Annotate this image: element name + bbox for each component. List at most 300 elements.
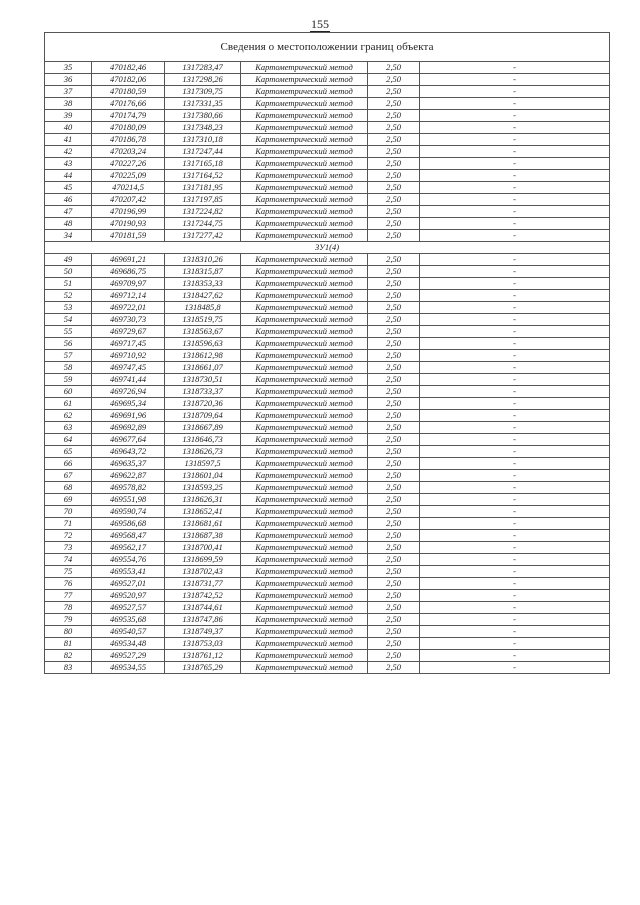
table-row	[45, 566, 610, 578]
note-cell: -	[420, 374, 610, 386]
table-row	[45, 362, 610, 374]
x-coordinate-cell: 469692,89	[92, 422, 165, 434]
accuracy-cell: 2,50	[368, 566, 420, 578]
method-cell: Картометрический метод	[241, 578, 368, 590]
accuracy-cell: 2,50	[368, 350, 420, 362]
y-coordinate-cell: 1318687,38	[165, 530, 241, 542]
y-coordinate-cell: 1318626,31	[165, 494, 241, 506]
accuracy-cell: 2,50	[368, 326, 420, 338]
table-row	[45, 110, 610, 122]
note-cell: -	[420, 206, 610, 218]
method-cell: Картометрический метод	[241, 122, 368, 134]
page-number	[0, 18, 640, 30]
accuracy-cell: 2,50	[368, 470, 420, 482]
y-coordinate-cell: 1318612,98	[165, 350, 241, 362]
y-coordinate-cell: 1317309,75	[165, 86, 241, 98]
y-coordinate-cell: 1318749,37	[165, 626, 241, 638]
point-number-cell: 69	[45, 494, 92, 506]
note-cell: -	[420, 122, 610, 134]
method-cell: Картометрический метод	[241, 518, 368, 530]
accuracy-cell: 2,50	[368, 374, 420, 386]
table-row	[45, 146, 610, 158]
y-coordinate-cell: 1318733,37	[165, 386, 241, 398]
note-cell: -	[420, 398, 610, 410]
accuracy-cell: 2,50	[368, 98, 420, 110]
method-cell: Картометрический метод	[241, 254, 368, 266]
accuracy-cell: 2,50	[368, 650, 420, 662]
table-row	[45, 422, 610, 434]
x-coordinate-cell: 469590,74	[92, 506, 165, 518]
y-coordinate-cell: 1318720,36	[165, 398, 241, 410]
method-cell: Картометрический метод	[241, 374, 368, 386]
x-coordinate-cell: 469726,94	[92, 386, 165, 398]
y-coordinate-cell: 1318646,73	[165, 434, 241, 446]
table-row	[45, 578, 610, 590]
x-coordinate-cell: 469730,73	[92, 314, 165, 326]
point-number-cell: 79	[45, 614, 92, 626]
y-coordinate-cell: 1317224,82	[165, 206, 241, 218]
table-row	[45, 434, 610, 446]
accuracy-cell: 2,50	[368, 626, 420, 638]
method-cell: Картометрический метод	[241, 566, 368, 578]
note-cell: -	[420, 338, 610, 350]
accuracy-cell: 2,50	[368, 614, 420, 626]
x-coordinate-cell: 470180,59	[92, 86, 165, 98]
note-cell: -	[420, 218, 610, 230]
accuracy-cell: 2,50	[368, 662, 420, 674]
y-coordinate-cell: 1317165,18	[165, 158, 241, 170]
note-cell: -	[420, 170, 610, 182]
table-row	[45, 182, 610, 194]
method-cell: Картометрический метод	[241, 494, 368, 506]
table-row	[45, 194, 610, 206]
x-coordinate-cell: 469540,57	[92, 626, 165, 638]
method-cell: Картометрический метод	[241, 314, 368, 326]
point-number-cell: 59	[45, 374, 92, 386]
table-row	[45, 590, 610, 602]
point-number-cell: 83	[45, 662, 92, 674]
note-cell: -	[420, 614, 610, 626]
x-coordinate-cell: 470182,06	[92, 74, 165, 86]
x-coordinate-cell: 469712,14	[92, 290, 165, 302]
point-number-cell: 62	[45, 410, 92, 422]
table-row	[45, 134, 610, 146]
x-coordinate-cell: 469741,44	[92, 374, 165, 386]
note-cell: -	[420, 62, 610, 74]
y-coordinate-cell: 1318667,89	[165, 422, 241, 434]
x-coordinate-cell: 469527,57	[92, 602, 165, 614]
x-coordinate-cell: 469534,55	[92, 662, 165, 674]
table-row	[45, 230, 610, 242]
method-cell: Картометрический метод	[241, 506, 368, 518]
note-cell: -	[420, 86, 610, 98]
note-cell: -	[420, 158, 610, 170]
y-coordinate-cell: 1317298,26	[165, 74, 241, 86]
method-cell: Картометрический метод	[241, 302, 368, 314]
method-cell: Картометрический метод	[241, 290, 368, 302]
table-row	[45, 314, 610, 326]
table-row	[45, 218, 610, 230]
note-cell: -	[420, 554, 610, 566]
y-coordinate-cell: 1318730,51	[165, 374, 241, 386]
point-number-cell: 44	[45, 170, 92, 182]
method-cell: Картометрический метод	[241, 326, 368, 338]
method-cell: Картометрический метод	[241, 182, 368, 194]
table-row	[45, 614, 610, 626]
point-number-cell: 55	[45, 326, 92, 338]
point-number-cell: 61	[45, 398, 92, 410]
x-coordinate-cell: 469534,48	[92, 638, 165, 650]
point-number-cell: 35	[45, 62, 92, 74]
note-cell: -	[420, 506, 610, 518]
accuracy-cell: 2,50	[368, 278, 420, 290]
point-number-cell: 37	[45, 86, 92, 98]
table-row	[45, 290, 610, 302]
accuracy-cell: 2,50	[368, 602, 420, 614]
method-cell: Картометрический метод	[241, 554, 368, 566]
x-coordinate-cell: 470203,24	[92, 146, 165, 158]
table-row	[45, 350, 610, 362]
x-coordinate-cell: 469729,67	[92, 326, 165, 338]
table-caption-row	[45, 33, 610, 62]
point-number-cell: 75	[45, 566, 92, 578]
accuracy-cell: 2,50	[368, 206, 420, 218]
note-cell: -	[420, 410, 610, 422]
note-cell: -	[420, 326, 610, 338]
method-cell: Картометрический метод	[241, 206, 368, 218]
point-number-cell: 39	[45, 110, 92, 122]
y-coordinate-cell: 1317348,23	[165, 122, 241, 134]
accuracy-cell: 2,50	[368, 578, 420, 590]
note-cell: -	[420, 434, 610, 446]
point-number-cell: 81	[45, 638, 92, 650]
accuracy-cell: 2,50	[368, 422, 420, 434]
section-label: ЗУ1(4)	[45, 242, 610, 254]
note-cell: -	[420, 566, 610, 578]
table-row	[45, 410, 610, 422]
x-coordinate-cell: 470225,09	[92, 170, 165, 182]
note-cell: -	[420, 278, 610, 290]
method-cell: Картометрический метод	[241, 446, 368, 458]
y-coordinate-cell: 1318681,61	[165, 518, 241, 530]
note-cell: -	[420, 578, 610, 590]
x-coordinate-cell: 469535,68	[92, 614, 165, 626]
point-number-cell: 71	[45, 518, 92, 530]
accuracy-cell: 2,50	[368, 302, 420, 314]
method-cell: Картометрический метод	[241, 278, 368, 290]
method-cell: Картометрический метод	[241, 650, 368, 662]
point-number-cell: 46	[45, 194, 92, 206]
method-cell: Картометрический метод	[241, 110, 368, 122]
x-coordinate-cell: 470214,5	[92, 182, 165, 194]
accuracy-cell: 2,50	[368, 218, 420, 230]
point-number-cell: 72	[45, 530, 92, 542]
y-coordinate-cell: 1318744,61	[165, 602, 241, 614]
method-cell: Картометрический метод	[241, 338, 368, 350]
point-number-cell: 51	[45, 278, 92, 290]
method-cell: Картометрический метод	[241, 266, 368, 278]
note-cell: -	[420, 470, 610, 482]
method-cell: Картометрический метод	[241, 194, 368, 206]
method-cell: Картометрический метод	[241, 230, 368, 242]
accuracy-cell: 2,50	[368, 542, 420, 554]
x-coordinate-cell: 469520,97	[92, 590, 165, 602]
x-coordinate-cell: 469551,98	[92, 494, 165, 506]
point-number-cell: 64	[45, 434, 92, 446]
note-cell: -	[420, 494, 610, 506]
point-number-cell: 45	[45, 182, 92, 194]
x-coordinate-cell: 469527,01	[92, 578, 165, 590]
method-cell: Картометрический метод	[241, 218, 368, 230]
boundary-table	[44, 32, 610, 674]
table-row	[45, 398, 610, 410]
accuracy-cell: 2,50	[368, 266, 420, 278]
note-cell: -	[420, 446, 610, 458]
method-cell: Картометрический метод	[241, 170, 368, 182]
accuracy-cell: 2,50	[368, 314, 420, 326]
x-coordinate-cell: 469695,34	[92, 398, 165, 410]
table-row	[45, 518, 610, 530]
note-cell: -	[420, 386, 610, 398]
accuracy-cell: 2,50	[368, 86, 420, 98]
page-number-text: 155	[311, 17, 329, 31]
y-coordinate-cell: 1318699,59	[165, 554, 241, 566]
x-coordinate-cell: 469691,21	[92, 254, 165, 266]
note-cell: -	[420, 518, 610, 530]
note-cell: -	[420, 602, 610, 614]
accuracy-cell: 2,50	[368, 110, 420, 122]
table-row	[45, 542, 610, 554]
accuracy-cell: 2,50	[368, 434, 420, 446]
x-coordinate-cell: 470207,42	[92, 194, 165, 206]
method-cell: Картометрический метод	[241, 158, 368, 170]
y-coordinate-cell: 1318626,73	[165, 446, 241, 458]
note-cell: -	[420, 482, 610, 494]
table-row	[45, 86, 610, 98]
point-number-cell: 36	[45, 74, 92, 86]
x-coordinate-cell: 469691,96	[92, 410, 165, 422]
x-coordinate-cell: 469554,76	[92, 554, 165, 566]
x-coordinate-cell: 469622,87	[92, 470, 165, 482]
y-coordinate-cell: 1318652,41	[165, 506, 241, 518]
y-coordinate-cell: 1318661,07	[165, 362, 241, 374]
table-row	[45, 302, 610, 314]
note-cell: -	[420, 590, 610, 602]
table-row	[45, 98, 610, 110]
accuracy-cell: 2,50	[368, 398, 420, 410]
y-coordinate-cell: 1318315,87	[165, 266, 241, 278]
method-cell: Картометрический метод	[241, 362, 368, 374]
note-cell: -	[420, 650, 610, 662]
y-coordinate-cell: 1317181,95	[165, 182, 241, 194]
point-number-cell: 34	[45, 230, 92, 242]
method-cell: Картометрический метод	[241, 470, 368, 482]
x-coordinate-cell: 469686,75	[92, 266, 165, 278]
table-row	[45, 74, 610, 86]
note-cell: -	[420, 350, 610, 362]
table-row	[45, 122, 610, 134]
note-cell: -	[420, 662, 610, 674]
method-cell: Картометрический метод	[241, 74, 368, 86]
y-coordinate-cell: 1318485,8	[165, 302, 241, 314]
table-row	[45, 158, 610, 170]
point-number-cell: 70	[45, 506, 92, 518]
table-row	[45, 602, 610, 614]
y-coordinate-cell: 1318731,77	[165, 578, 241, 590]
accuracy-cell: 2,50	[368, 530, 420, 542]
point-number-cell: 78	[45, 602, 92, 614]
point-number-cell: 76	[45, 578, 92, 590]
note-cell: -	[420, 314, 610, 326]
table-row	[45, 626, 610, 638]
point-number-cell: 77	[45, 590, 92, 602]
point-number-cell: 49	[45, 254, 92, 266]
x-coordinate-cell: 469553,41	[92, 566, 165, 578]
note-cell: -	[420, 146, 610, 158]
note-cell: -	[420, 422, 610, 434]
table-row	[45, 338, 610, 350]
table-row	[45, 458, 610, 470]
accuracy-cell: 2,50	[368, 386, 420, 398]
accuracy-cell: 2,50	[368, 146, 420, 158]
note-cell: -	[420, 194, 610, 206]
table-row	[45, 662, 610, 674]
x-coordinate-cell: 470182,46	[92, 62, 165, 74]
point-number-cell: 43	[45, 158, 92, 170]
point-number-cell: 80	[45, 626, 92, 638]
accuracy-cell: 2,50	[368, 554, 420, 566]
note-cell: -	[420, 254, 610, 266]
point-number-cell: 40	[45, 122, 92, 134]
point-number-cell: 66	[45, 458, 92, 470]
x-coordinate-cell: 469527,29	[92, 650, 165, 662]
x-coordinate-cell: 469709,97	[92, 278, 165, 290]
table-row	[45, 554, 610, 566]
table-row	[45, 278, 610, 290]
point-number-cell: 65	[45, 446, 92, 458]
accuracy-cell: 2,50	[368, 506, 420, 518]
point-number-cell: 48	[45, 218, 92, 230]
x-coordinate-cell: 470196,99	[92, 206, 165, 218]
accuracy-cell: 2,50	[368, 458, 420, 470]
point-number-cell: 68	[45, 482, 92, 494]
method-cell: Картометрический метод	[241, 434, 368, 446]
x-coordinate-cell: 470174,79	[92, 110, 165, 122]
x-coordinate-cell: 470190,93	[92, 218, 165, 230]
y-coordinate-cell: 1317331,35	[165, 98, 241, 110]
table-row	[45, 170, 610, 182]
method-cell: Картометрический метод	[241, 626, 368, 638]
table-row	[45, 62, 610, 74]
table-row	[45, 374, 610, 386]
table-row	[45, 470, 610, 482]
note-cell: -	[420, 626, 610, 638]
note-cell: -	[420, 230, 610, 242]
note-cell: -	[420, 290, 610, 302]
table-row	[45, 254, 610, 266]
point-number-cell: 47	[45, 206, 92, 218]
accuracy-cell: 2,50	[368, 494, 420, 506]
method-cell: Картометрический метод	[241, 602, 368, 614]
accuracy-cell: 2,50	[368, 290, 420, 302]
y-coordinate-cell: 1317164,52	[165, 170, 241, 182]
point-number-cell: 74	[45, 554, 92, 566]
method-cell: Картометрический метод	[241, 662, 368, 674]
point-number-cell: 42	[45, 146, 92, 158]
y-coordinate-cell: 1318597,5	[165, 458, 241, 470]
method-cell: Картометрический метод	[241, 62, 368, 74]
accuracy-cell: 2,50	[368, 446, 420, 458]
method-cell: Картометрический метод	[241, 482, 368, 494]
accuracy-cell: 2,50	[368, 194, 420, 206]
note-cell: -	[420, 362, 610, 374]
x-coordinate-cell: 470227,26	[92, 158, 165, 170]
table-row	[45, 206, 610, 218]
x-coordinate-cell: 469747,45	[92, 362, 165, 374]
table-row	[45, 506, 610, 518]
method-cell: Картометрический метод	[241, 134, 368, 146]
note-cell: -	[420, 530, 610, 542]
note-cell: -	[420, 302, 610, 314]
accuracy-cell: 2,50	[368, 410, 420, 422]
table-row	[45, 494, 610, 506]
x-coordinate-cell: 469677,64	[92, 434, 165, 446]
x-coordinate-cell: 470180,09	[92, 122, 165, 134]
point-number-cell: 73	[45, 542, 92, 554]
point-number-cell: 60	[45, 386, 92, 398]
y-coordinate-cell: 1317244,75	[165, 218, 241, 230]
table-row	[45, 638, 610, 650]
method-cell: Картометрический метод	[241, 530, 368, 542]
y-coordinate-cell: 1317310,18	[165, 134, 241, 146]
note-cell: -	[420, 542, 610, 554]
method-cell: Картометрический метод	[241, 98, 368, 110]
method-cell: Картометрический метод	[241, 410, 368, 422]
method-cell: Картометрический метод	[241, 590, 368, 602]
table-caption: Сведения о местоположении границ объекта	[45, 33, 610, 62]
note-cell: -	[420, 638, 610, 650]
y-coordinate-cell: 1318593,25	[165, 482, 241, 494]
x-coordinate-cell: 469586,68	[92, 518, 165, 530]
accuracy-cell: 2,50	[368, 158, 420, 170]
point-number-cell: 63	[45, 422, 92, 434]
note-cell: -	[420, 458, 610, 470]
y-coordinate-cell: 1318700,41	[165, 542, 241, 554]
x-coordinate-cell: 470181,59	[92, 230, 165, 242]
note-cell: -	[420, 182, 610, 194]
note-cell: -	[420, 110, 610, 122]
table-row	[45, 650, 610, 662]
method-cell: Картометрический метод	[241, 458, 368, 470]
y-coordinate-cell: 1318353,33	[165, 278, 241, 290]
x-coordinate-cell: 469635,37	[92, 458, 165, 470]
y-coordinate-cell: 1318601,04	[165, 470, 241, 482]
x-coordinate-cell: 469562,17	[92, 542, 165, 554]
method-cell: Картометрический метод	[241, 350, 368, 362]
point-number-cell: 41	[45, 134, 92, 146]
y-coordinate-cell: 1318563,67	[165, 326, 241, 338]
accuracy-cell: 2,50	[368, 182, 420, 194]
method-cell: Картометрический метод	[241, 614, 368, 626]
point-number-cell: 58	[45, 362, 92, 374]
x-coordinate-cell: 469578,82	[92, 482, 165, 494]
table-row	[45, 266, 610, 278]
method-cell: Картометрический метод	[241, 398, 368, 410]
y-coordinate-cell: 1317247,44	[165, 146, 241, 158]
x-coordinate-cell: 469710,92	[92, 350, 165, 362]
point-number-cell: 38	[45, 98, 92, 110]
method-cell: Картометрический метод	[241, 542, 368, 554]
